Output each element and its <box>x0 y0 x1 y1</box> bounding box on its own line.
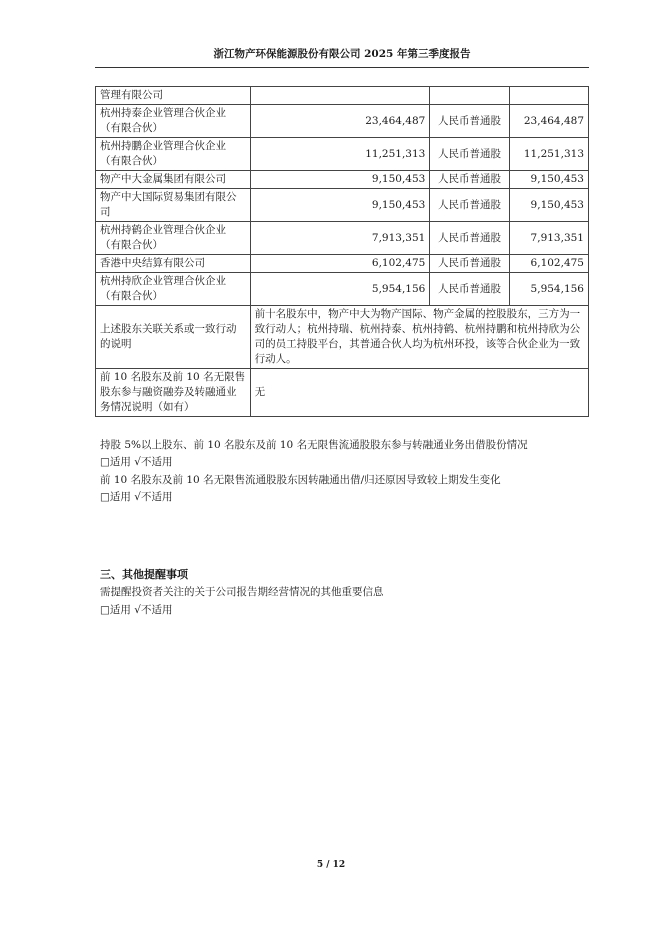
share-type: 人民币普通股 <box>430 138 509 171</box>
share-type: 人民币普通股 <box>430 222 509 255</box>
share-count <box>250 87 430 105</box>
relation-text: 前十名股东中，物产中大为物产国际、物产金属的控股股东，三方为一致行动人；杭州持瑞、杭州持泰、杭州持鹤、杭州持鹏和杭州持欣为公司的员工持股平台，其普通合伙人均为杭州环投，该等合伙企业为一致行动人。 <box>250 306 588 369</box>
lending-heading: 持股 5%以上股东、前 10 名股东及前 10 名无限售流通股股东参与转融通业务出借股份情况 <box>100 439 528 451</box>
share-count: 6,102,475 <box>250 255 430 273</box>
type-count: 9,150,453 <box>509 171 588 189</box>
type-count: 9,150,453 <box>509 189 588 222</box>
change-option: □适用 √不适用 <box>100 491 173 503</box>
type-count: 7,913,351 <box>509 222 588 255</box>
share-count: 11,251,313 <box>250 138 430 171</box>
section-desc: 需提醒投资者关注的关于公司报告期经营情况的其他重要信息 <box>100 586 384 598</box>
share-type: 人民币普通股 <box>430 255 509 273</box>
share-count: 9,150,453 <box>250 171 430 189</box>
share-type: 人民币普通股 <box>430 171 509 189</box>
section-title: 三、其他提醒事项 <box>100 568 188 581</box>
table-row <box>96 273 589 306</box>
type-count: 5,954,156 <box>509 273 588 306</box>
table-row <box>96 87 589 105</box>
margin-label: 前 10 名股东及前 10 名无限售股东参与融资融券及转融通业务情况说明（如有） <box>96 369 251 417</box>
report-header: 浙江物产环保能源股份有限公司 2025 年第三季度报告 <box>95 46 589 68</box>
share-type: 人民币普通股 <box>430 189 509 222</box>
table-row <box>96 138 589 171</box>
type-count: 11,251,313 <box>509 138 588 171</box>
holder-name: 香港中央结算有限公司 <box>96 255 251 273</box>
type-count <box>509 87 588 105</box>
holder-name: 物产中大金属集团有限公司 <box>96 171 251 189</box>
holder-name: 杭州持欣企业管理合伙企业（有限合伙） <box>96 273 251 306</box>
share-type <box>430 87 509 105</box>
page-number: 5 / 12 <box>316 860 346 870</box>
margin-row <box>96 369 589 417</box>
share-type: 人民币普通股 <box>430 105 509 138</box>
type-count: 6,102,475 <box>509 255 588 273</box>
margin-text: 无 <box>250 369 588 417</box>
share-count: 9,150,453 <box>250 189 430 222</box>
type-count: 23,464,487 <box>509 105 588 138</box>
holder-name: 杭州持鹤企业管理合伙企业（有限合伙） <box>96 222 251 255</box>
relation-label: 上述股东关联关系或一致行动的说明 <box>96 306 251 369</box>
holder-name: 物产中大国际贸易集团有限公司 <box>96 189 251 222</box>
share-count: 5,954,156 <box>250 273 430 306</box>
shareholder-table <box>95 86 589 417</box>
share-count: 23,464,487 <box>250 105 430 138</box>
table-row <box>96 222 589 255</box>
share-type: 人民币普通股 <box>430 273 509 306</box>
change-heading: 前 10 名股东及前 10 名无限售流通股股东因转融通出借/归还原因导致较上期发生变化 <box>100 474 501 486</box>
holder-name: 管理有限公司 <box>96 87 251 105</box>
holder-name: 杭州持泰企业管理合伙企业（有限合伙） <box>96 105 251 138</box>
share-count: 7,913,351 <box>250 222 430 255</box>
relation-row <box>96 306 589 369</box>
holder-name: 杭州持鹏企业管理合伙企业（有限合伙） <box>96 138 251 171</box>
table-row <box>96 189 589 222</box>
section-option: □适用 √不适用 <box>100 604 173 616</box>
table-row <box>96 171 589 189</box>
table-row <box>96 105 589 138</box>
lending-option: □适用 √不适用 <box>100 456 173 468</box>
table-row <box>96 255 589 273</box>
